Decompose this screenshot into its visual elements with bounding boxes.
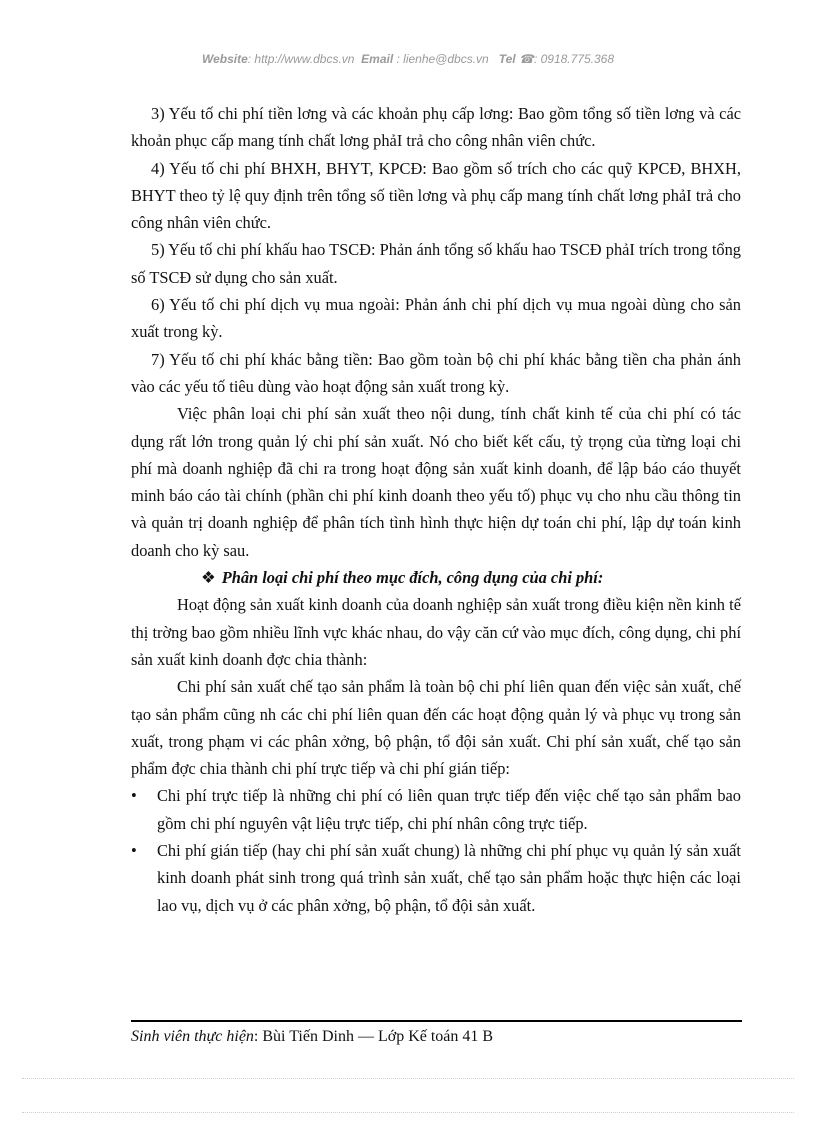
paragraph-cost-classification: Việc phân loại chi phí sản xuất theo nội dung, tính chất kinh tế của chi phí có tác dụng rất lớn trong quản lý chi phí sản xuất. Nó cho biết kết cấu, tỷ trọng của từng loại chi phí mà doanh nghiệp đã chi ra trong hoạt động sản xuất kinh doanh, để lập báo cáo thuyết minh báo cáo tài chính (phần chi phí kinh doanh theo yếu tố) phục vụ cho nhu cầu thông tin và quản trị doanh nghiệp để phân tích tình hình thực hiện dự toán chi phí, lập dự toán kinh doanh cho kỳ sau. xyxy=(131,404,741,560)
dotted-divider xyxy=(22,1078,794,1079)
website-url: : http://www.dbcs.vn xyxy=(247,52,355,66)
website-label: Website xyxy=(201,52,248,66)
paragraph-4: 4) Yếu tố chi phí BHXH, BHYT, KPCĐ: Bao gồm số trích cho các quỹ KPCĐ, BHXH, BHYT theo tỷ lệ quy định trên tổng số tiền lơng và phụ cấp mang tính chất lơng phảI trả cho công nhân viên chức. xyxy=(131,158,741,233)
footer-student: : Bùi Tiến Dinh — Lớp Kế toán 41 B xyxy=(253,1028,494,1045)
diamond-icon: ❖ xyxy=(201,568,216,588)
tel-label: Tel xyxy=(498,52,516,66)
paragraph-5: 5) Yếu tố chi phí khấu hao TSCĐ: Phản ánh tổng số khấu hao TSCĐ phảI trích trong tổng số TSCĐ sử dụng cho sản xuất. xyxy=(131,240,741,287)
tel-number: ☎: 0918.775.368 xyxy=(519,52,615,66)
list-item-direct-cost xyxy=(131,782,741,837)
dotted-divider xyxy=(22,1112,794,1113)
list-item-text: Chi phí gián tiếp (hay chi phí sản xuất chung) là những chi phí phục vụ quản lý sản xuất kinh doanh phát sinh trong quá trình sản xuất, chế tạo sản phẩm hoặc thực hiện các loại lao vụ, dịch vụ ở các phân xởng, bộ phận, tổ đội sản xuất. xyxy=(157,841,741,915)
page-footer xyxy=(131,1028,742,1046)
list-item-indirect-cost xyxy=(131,837,741,919)
paragraph-production-cost: Chi phí sản xuất chế tạo sản phẩm là toàn bộ chi phí liên quan đến việc sản xuất, chế tạo sản phẩm cũng nh các chi phí liên quan đến các hoạt động quản lý và phục vụ trong sản xuất, trong phạm vi các phân xởng, bộ phận, tổ đội sản xuất. Chi phí sản xuất, chế tạo sản phẩm đợc chia thành chi phí trực tiếp và chi phí gián tiếp: xyxy=(131,677,741,779)
paragraph-business-activity: Hoạt động sản xuất kinh doanh của doanh nghiệp sản xuất trong điều kiện nền kinh tế thị trờng bao gồm nhiều lĩnh vực khác nhau, do vậy căn cứ vào mục đích, công dụng, chi phí sản xuất kinh doanh đợc chia thành: xyxy=(131,595,741,669)
paragraph-6: 6) Yếu tố chi phí dịch vụ mua ngoài: Phản ánh chi phí dịch vụ mua ngoài dùng cho sản xuất trong kỳ. xyxy=(131,295,741,342)
paragraph-7: 7) Yếu tố chi phí khác bằng tiền: Bao gồm toàn bộ chi phí khác bằng tiền cha phản ánh vào các yếu tố tiêu dùng vào hoạt động sản xuất trong kỳ. xyxy=(131,349,741,396)
document-body xyxy=(131,100,741,919)
email-label: Email xyxy=(361,52,394,66)
email-address: : lienhe@dbcs.vn xyxy=(393,52,489,66)
section-heading-text: Phân loại chi phí theo mục đích, công dụng của chi phí: xyxy=(221,568,604,588)
bullet-icon: • xyxy=(131,841,137,861)
page-header xyxy=(0,52,816,66)
bullet-icon: • xyxy=(131,786,137,806)
section-heading xyxy=(131,564,741,591)
list-item-text: Chi phí trực tiếp là những chi phí có liên quan trực tiếp đến việc chế tạo sản phẩm bao gồm chi phí nguyên vật liệu trực tiếp, chi phí nhân công trực tiếp. xyxy=(157,786,741,833)
paragraph-3: 3) Yếu tố chi phí tiền lơng và các khoản phụ cấp lơng: Bao gồm tổng số tiền lơng và các khoản phục cấp mang tính chất lơng phảI trả cho công nhân viên chức. xyxy=(131,104,741,151)
footer-divider xyxy=(131,1020,742,1022)
footer-label: Sinh viên thực hiện xyxy=(131,1028,254,1045)
